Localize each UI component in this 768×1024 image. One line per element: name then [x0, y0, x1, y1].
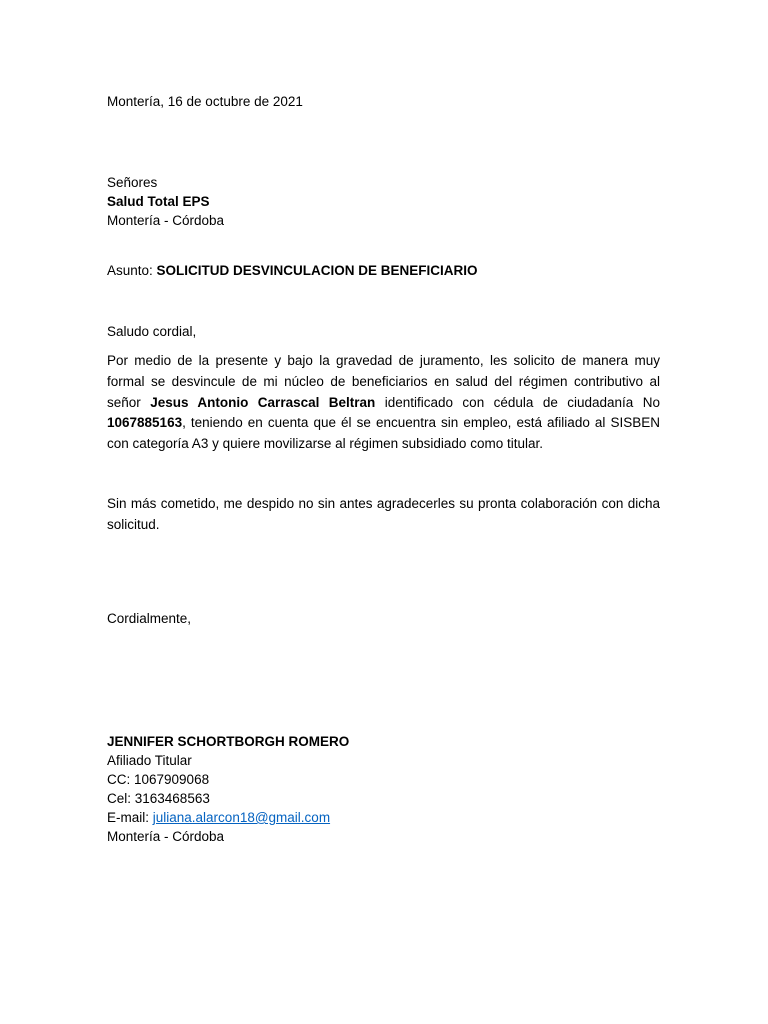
valediction: Cordialmente,: [107, 611, 192, 626]
beneficiary-id: 1067885163: [107, 415, 183, 431]
email-label: E-mail:: [107, 810, 153, 825]
greeting: Saludo cordial,: [107, 324, 197, 339]
body-text-1: Por medio de la presente y bajo la gravedad de juramento, les solicito de manera muy formal se desvincule de mi núcleo de beneficiarios en salud del régimen contributivo al señor: [107, 353, 660, 410]
signature-name: JENNIFER SCHORTBORGH ROMERO: [107, 734, 350, 749]
subject-label: Asunto:: [107, 263, 153, 278]
recipient-name: Salud Total EPS: [107, 194, 210, 209]
signature-city: Montería - Córdoba: [107, 829, 225, 844]
recipient-city: Montería - Córdoba: [107, 213, 225, 228]
beneficiary-name: Jesus Antonio Carrascal Beltran: [150, 394, 376, 410]
recipient-salutation: Señores: [107, 175, 158, 190]
signature-email-line: [107, 808, 330, 827]
subject-line: [107, 261, 478, 280]
signature-phone: Cel: 3163468563: [107, 791, 210, 806]
signature-cc: CC: 1067909068: [107, 772, 210, 787]
body-paragraph: [107, 351, 660, 455]
signature-role: Afiliado Titular: [107, 753, 192, 768]
closing-paragraph: Sin más cometido, me despido no sin antes agradecerles su pronta colaboración con dicha solicitud.: [107, 496, 660, 532]
body-text-2: identificado con cédula de ciudadanía No: [375, 394, 660, 410]
email-link[interactable]: juliana.alarcon18@gmail.com: [152, 810, 331, 825]
subject-text: SOLICITUD DESVINCULACION DE BENEFICIARIO: [152, 263, 478, 278]
place-date: Montería, 16 de octubre de 2021: [107, 94, 303, 109]
body-text-3: , teniendo en cuenta que él se encuentra sin empleo, está afiliado al SISBEN con categoría A3 y quiere movilizarse al régimen subsidiado como titular.: [107, 415, 660, 451]
